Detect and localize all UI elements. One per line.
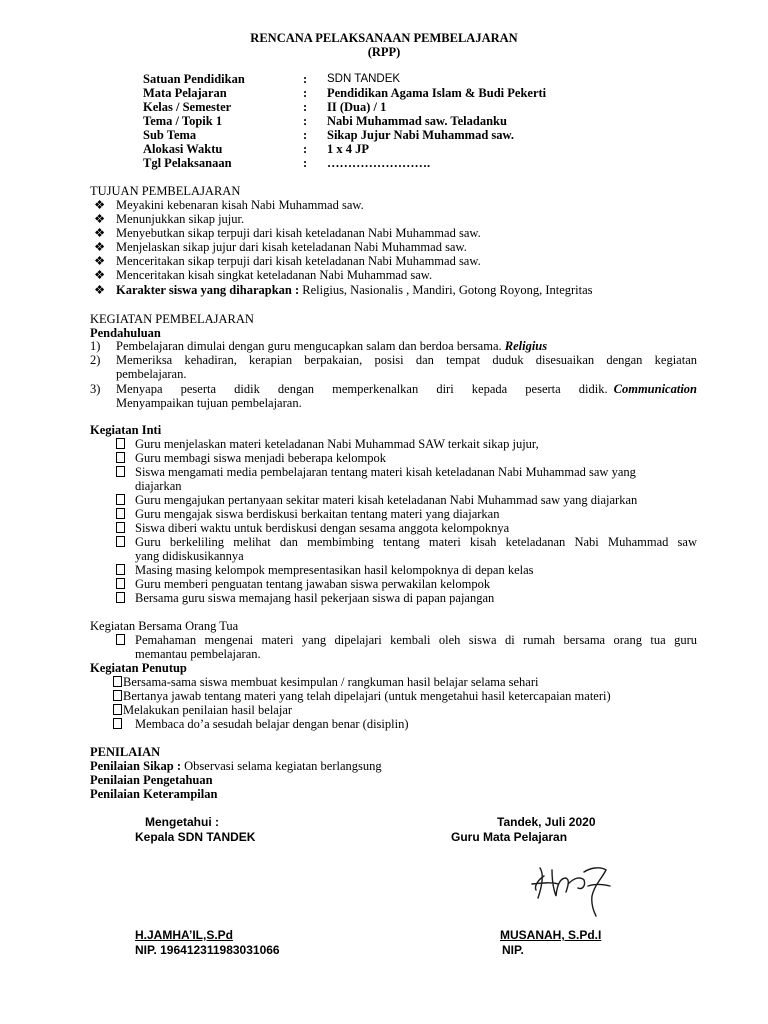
section-heading-kegiatan: KEGIATAN PEMBELAJARAN xyxy=(90,312,254,326)
guru-title: Guru Mata Pelajaran xyxy=(451,830,568,844)
list-item-continued: diajarkan xyxy=(135,479,182,493)
list-item-continued: yang didiskusikannya xyxy=(135,549,244,563)
checkbox-icon xyxy=(116,494,125,505)
checkbox-icon xyxy=(116,536,125,547)
list-item-continued: pembelajaran. xyxy=(116,367,187,381)
penilaian-keterampilan: Penilaian Keterampilan xyxy=(90,787,218,801)
kepala-title: Kepala SDN TANDEK xyxy=(135,830,256,844)
list-item-continued: memantau pembelajaran. xyxy=(135,647,261,661)
list-item: Bersama-sama siswa membuat kesimpulan / rangkuman hasil belajar selama sehari xyxy=(123,675,539,689)
list-item: Guru menjelaskan materi keteladanan Nabi Muhammad SAW terkait sikap jujur, xyxy=(135,437,539,451)
section-heading-tujuan: TUJUAN PEMBELAJARAN xyxy=(90,184,241,198)
list-item: Masing masing kelompok mempresentasikan hasil kelompoknya di depan kelas xyxy=(135,563,534,577)
karakter-value: Religius, Nasionalis , Mandiri, Gotong Royong, Integritas xyxy=(299,283,593,297)
diamond-bullet-icon: ❖ xyxy=(94,254,106,268)
checkbox-icon xyxy=(116,466,125,477)
list-item xyxy=(116,339,547,353)
identity-label: Mata Pelajaran xyxy=(143,86,227,100)
list-item: Bertanya jawab tentang materi yang telah dipelajari (untuk mengetahui hasil ketercapaian materi) xyxy=(123,689,611,703)
list-number: 3) xyxy=(90,382,101,396)
identity-label: Kelas / Semester xyxy=(143,100,232,114)
identity-colon: : xyxy=(303,72,308,86)
list-item: Guru mengajukan pertanyaan sekitar materi kisah keteladanan Nabi Muhammad saw yang diajarkan xyxy=(135,493,638,507)
subheading-pendahuluan: Pendahuluan xyxy=(90,326,161,340)
identity-label: Sub Tema xyxy=(143,128,197,142)
identity-value: 1 x 4 JP xyxy=(327,142,370,156)
checkbox-icon xyxy=(116,564,125,575)
subheading-penutup: Kegiatan Penutup xyxy=(90,661,187,675)
place-date: Tandek, Juli 2020 xyxy=(497,815,596,829)
guru-nip: NIP. xyxy=(502,943,524,957)
list-item: Menjelaskan sikap jujur dari kisah keteladanan Nabi Muhammad saw. xyxy=(116,240,467,254)
checkbox-icon xyxy=(116,578,125,589)
list-item: Guru membagi siswa menjadi beberapa kelompok xyxy=(135,451,386,465)
list-item: Menunjukkan sikap jujur. xyxy=(116,212,245,226)
identity-label: Alokasi Waktu xyxy=(143,142,223,156)
list-item: Membaca do’a sesudah belajar dengan benar (disiplin) xyxy=(135,717,409,731)
diamond-bullet-icon: ❖ xyxy=(94,283,106,297)
checkbox-icon xyxy=(113,690,122,701)
checkbox-icon xyxy=(116,522,125,533)
penilaian-sikap-label: Penilaian Sikap : xyxy=(90,759,181,773)
kepala-name: H.JAMHA’IL,S.Pd xyxy=(135,928,234,942)
checkbox-icon xyxy=(116,592,125,603)
section-heading-penilaian: PENILAIAN xyxy=(90,745,161,759)
checkbox-icon xyxy=(113,718,122,729)
checkbox-icon xyxy=(116,438,125,449)
subheading-inti: Kegiatan Inti xyxy=(90,423,162,437)
list-item: Meyakini kebenaran kisah Nabi Muhammad saw. xyxy=(116,198,364,212)
identity-label: Tgl Pelaksanaan xyxy=(143,156,232,170)
checkbox-icon xyxy=(113,704,122,715)
penilaian-sikap-value: Observasi selama kegiatan berlangsung xyxy=(181,759,382,773)
checkbox-icon xyxy=(116,452,125,463)
identity-value: ……………………. xyxy=(327,156,431,170)
karakter-label: Karakter siswa yang diharapkan : xyxy=(116,283,300,297)
list-item: Guru mengajak siswa berdiskusi berkaitan tentang materi yang diajarkan xyxy=(135,507,500,521)
penilaian-sikap xyxy=(90,759,382,773)
identity-value: II (Dua) / 1 xyxy=(327,100,387,114)
list-item xyxy=(116,382,697,396)
identity-value: SDN TANDEK xyxy=(327,73,401,85)
list-item-text: Menyapa peserta didik dengan memperkenalkan diri kepada peserta didik. xyxy=(116,382,608,396)
signature-icon xyxy=(522,856,618,918)
subheading-orang-tua: Kegiatan Bersama Orang Tua xyxy=(90,619,239,633)
page-title: RENCANA PELAKSANAAN PEMBELAJARAN xyxy=(250,31,518,45)
diamond-bullet-icon: ❖ xyxy=(94,198,106,212)
identity-label: Tema / Topik 1 xyxy=(143,114,223,128)
checkbox-icon xyxy=(113,676,122,687)
kepala-nip: NIP. 196412311983031066 xyxy=(135,943,280,957)
list-item-continued: Menyampaikan tujuan pembelajaran. xyxy=(116,396,302,410)
list-item: Menceritakan kisah singkat keteladanan Nabi Muhammad saw. xyxy=(116,268,433,282)
guru-name: MUSANAH, S.Pd.I xyxy=(500,928,602,942)
list-item: Menceritakan sikap terpuji dari kisah keteladanan Nabi Muhammad saw. xyxy=(116,254,481,268)
identity-colon: : xyxy=(303,86,308,100)
checkbox-icon xyxy=(116,634,125,645)
list-item: Siswa diberi waktu untuk berdiskusi dengan sesama anggota kelompoknya xyxy=(135,521,510,535)
penilaian-pengetahuan: Penilaian Pengetahuan xyxy=(90,773,213,787)
list-number: 2) xyxy=(90,353,101,367)
list-item: Guru berkeliling melihat dan membimbing tentang materi kisah keteladanan Nabi Muhammad saw xyxy=(135,535,697,549)
list-item: Siswa mengamati media pembelajaran tentang materi kisah keteladanan Nabi Muhammad saw yang xyxy=(135,465,636,479)
value-tag: Religius xyxy=(504,339,548,353)
identity-value: Nabi Muhammad saw. Teladanku xyxy=(327,114,507,128)
identity-colon: : xyxy=(303,114,308,128)
identity-label: Satuan Pendidikan xyxy=(143,72,245,86)
list-item: Pemahaman mengenai materi yang dipelajari kembali oleh siswa di rumah bersama orang tua guru xyxy=(135,633,697,647)
list-item: Guru memberi penguatan tentang jawaban siswa perwakilan kelompok xyxy=(135,577,491,591)
list-item: Menyebutkan sikap terpuji dari kisah keteladanan Nabi Muhammad saw. xyxy=(116,226,481,240)
checkbox-icon xyxy=(116,508,125,519)
identity-value: Pendidikan Agama Islam & Budi Pekerti xyxy=(327,86,547,100)
list-item: Memeriksa kehadiran, kerapian berpakaian, posisi dan tempat duduk disesuaikan dengan kegiatan xyxy=(116,353,697,367)
identity-colon: : xyxy=(303,128,308,142)
mengetahui-label: Mengetahui : xyxy=(145,815,219,829)
list-number: 1) xyxy=(90,339,101,353)
list-item: Melakukan penilaian hasil belajar xyxy=(123,703,293,717)
diamond-bullet-icon: ❖ xyxy=(94,240,106,254)
identity-value: Sikap Jujur Nabi Muhammad saw. xyxy=(327,128,514,142)
list-item-karakter xyxy=(116,283,593,297)
identity-colon: : xyxy=(303,100,308,114)
list-item: Bersama guru siswa memajang hasil pekerjaan siswa di papan pajangan xyxy=(135,591,495,605)
diamond-bullet-icon: ❖ xyxy=(94,226,106,240)
page-subtitle: (RPP) xyxy=(367,45,401,59)
diamond-bullet-icon: ❖ xyxy=(94,212,106,226)
identity-colon: : xyxy=(303,156,308,170)
list-item-text: Pembelajaran dimulai dengan guru mengucapkan salam dan berdoa bersama. xyxy=(116,339,502,353)
diamond-bullet-icon: ❖ xyxy=(94,268,106,282)
value-tag: Communication xyxy=(613,382,697,396)
identity-colon: : xyxy=(303,142,308,156)
